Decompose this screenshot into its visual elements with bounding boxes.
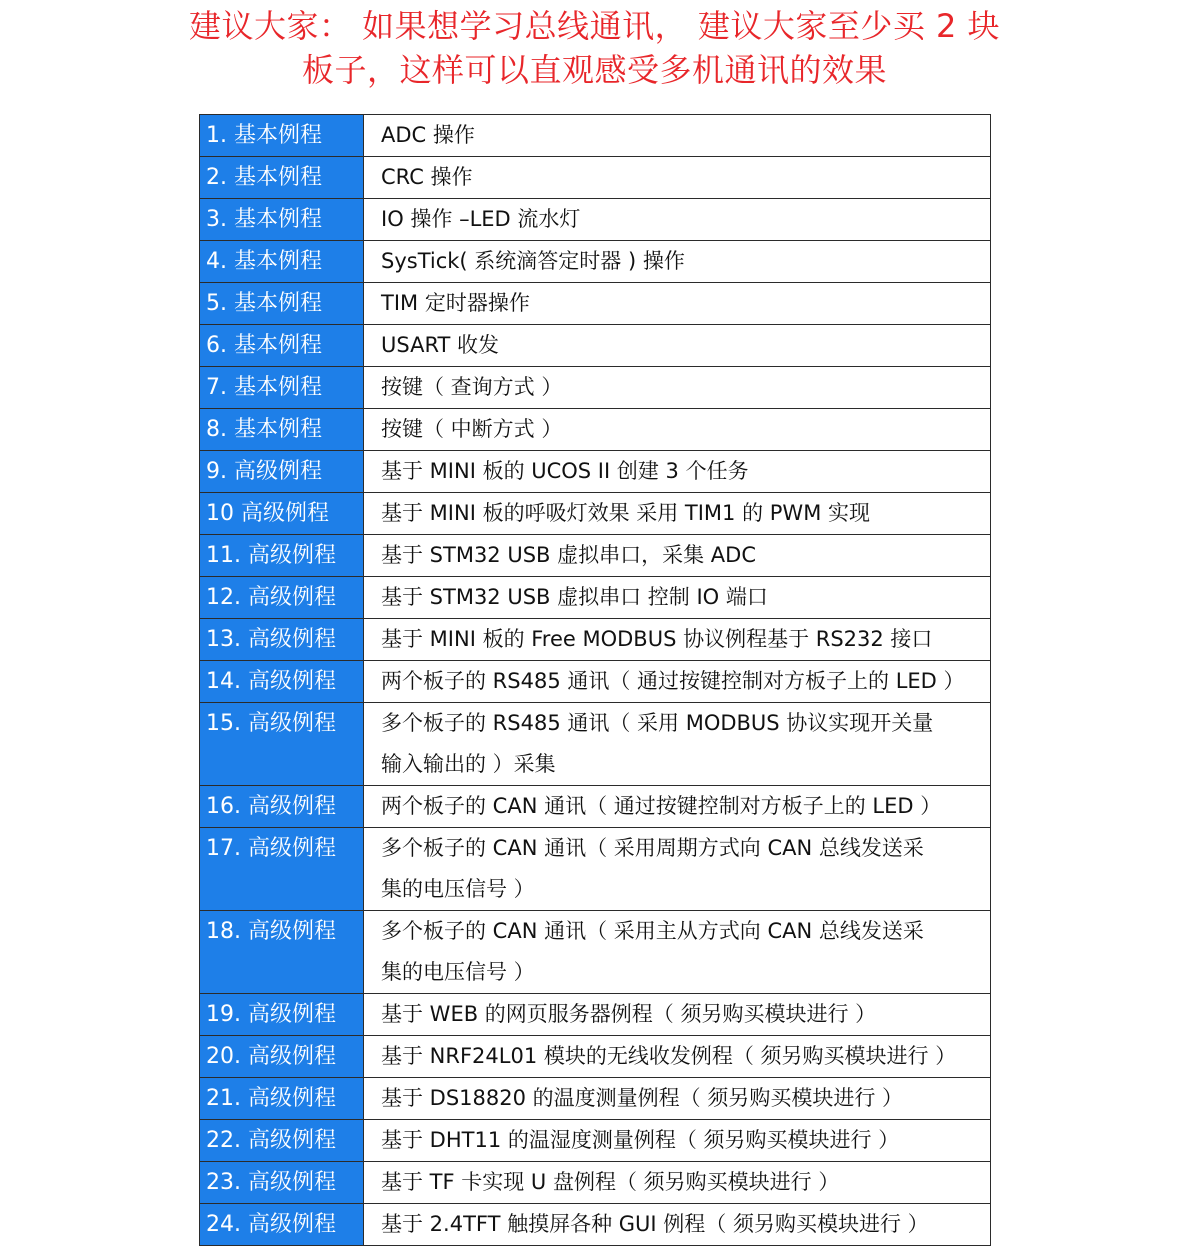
table-row <box>200 911 991 994</box>
example-label: 19. 高级例程 <box>200 994 364 1036</box>
example-description <box>364 1120 991 1162</box>
example-description <box>364 241 991 283</box>
table-row <box>200 535 991 577</box>
example-description-line: 基于 2.4TFT 触摸屏各种 GUI 例程（ 须另购买模块进行 ） <box>381 1212 929 1236</box>
example-description <box>364 367 991 409</box>
example-description-line: SysTick( 系统滴答定时器 ) 操作 <box>381 249 685 273</box>
example-label: 12. 高级例程 <box>200 577 364 619</box>
example-description-line: 基于 MINI 板的 UCOS II 创建 3 个任务 <box>381 459 749 483</box>
example-label: 15. 高级例程 <box>200 703 364 786</box>
example-description <box>364 619 991 661</box>
example-label: 7. 基本例程 <box>200 367 364 409</box>
table-row <box>200 786 991 828</box>
example-label: 14. 高级例程 <box>200 661 364 703</box>
example-description-line: 基于 WEB 的网页服务器例程（ 须另购买模块进行 ） <box>381 1002 877 1026</box>
example-description <box>364 325 991 367</box>
example-description <box>364 1078 991 1120</box>
examples-table-body <box>200 115 991 1246</box>
example-label: 23. 高级例程 <box>200 1162 364 1204</box>
example-description-line: 基于 STM32 USB 虚拟串口，采集 ADC <box>381 543 757 567</box>
example-description-line: 基于 MINI 板的 Free MODBUS 协议例程基于 RS232 接口 <box>381 627 933 651</box>
table-row <box>200 451 991 493</box>
table-row <box>200 115 991 157</box>
example-description-line: TIM 定时器操作 <box>381 291 530 315</box>
example-label: 5. 基本例程 <box>200 283 364 325</box>
example-description <box>364 703 991 786</box>
example-description-line: 两个板子的 CAN 通讯（ 通过按键控制对方板子上的 LED ） <box>381 794 942 818</box>
example-label: 24. 高级例程 <box>200 1204 364 1246</box>
table-row <box>200 493 991 535</box>
example-description <box>364 828 991 911</box>
example-description-line: 输入输出的 ）采集 <box>381 752 556 776</box>
example-description-line: 按键（ 查询方式 ） <box>381 375 563 399</box>
example-description <box>364 661 991 703</box>
example-label: 9. 高级例程 <box>200 451 364 493</box>
table-row <box>200 199 991 241</box>
example-description-line: 两个板子的 RS485 通讯（ 通过按键控制对方板子上的 LED ） <box>381 669 965 693</box>
example-description <box>364 994 991 1036</box>
example-description <box>364 577 991 619</box>
example-label: 10 高级例程 <box>200 493 364 535</box>
table-row <box>200 994 991 1036</box>
example-label: 20. 高级例程 <box>200 1036 364 1078</box>
header-line-2: 板子，这样可以直观感受多机通讯的效果 <box>301 51 887 89</box>
example-description-line: 多个板子的 CAN 通讯（ 采用主从方式向 CAN 总线发送采 <box>381 919 924 943</box>
examples-table <box>199 114 991 1246</box>
table-row <box>200 577 991 619</box>
example-description <box>364 1162 991 1204</box>
example-description-line: 集的电压信号 ） <box>381 960 535 984</box>
example-description <box>364 535 991 577</box>
example-description <box>364 451 991 493</box>
example-label: 22. 高级例程 <box>200 1120 364 1162</box>
table-row <box>200 157 991 199</box>
table-row <box>200 1120 991 1162</box>
table-row <box>200 1204 991 1246</box>
example-label: 16. 高级例程 <box>200 786 364 828</box>
example-description-line: 基于 STM32 USB 虚拟串口 控制 IO 端口 <box>381 585 768 609</box>
table-row <box>200 828 991 911</box>
table-row <box>200 1036 991 1078</box>
example-description-line: ADC 操作 <box>381 123 475 147</box>
example-label: 2. 基本例程 <box>200 157 364 199</box>
example-description <box>364 1036 991 1078</box>
example-description <box>364 283 991 325</box>
example-label: 11. 高级例程 <box>200 535 364 577</box>
example-label: 1. 基本例程 <box>200 115 364 157</box>
example-label: 8. 基本例程 <box>200 409 364 451</box>
example-description <box>364 157 991 199</box>
table-row <box>200 1162 991 1204</box>
example-description-line: 集的电压信号 ） <box>381 877 535 901</box>
example-description-line: IO 操作 –LED 流水灯 <box>381 207 581 231</box>
example-description-line: 多个板子的 RS485 通讯（ 采用 MODBUS 协议实现开关量 <box>381 711 934 735</box>
example-label: 6. 基本例程 <box>200 325 364 367</box>
example-description-line: 基于 DS18820 的温度测量例程（ 须另购买模块进行 ） <box>381 1086 904 1110</box>
table-row <box>200 703 991 786</box>
example-label: 13. 高级例程 <box>200 619 364 661</box>
example-label: 17. 高级例程 <box>200 828 364 911</box>
header-notice <box>0 4 1189 92</box>
example-label: 18. 高级例程 <box>200 911 364 994</box>
example-label: 3. 基本例程 <box>200 199 364 241</box>
table-row <box>200 409 991 451</box>
table-row <box>200 367 991 409</box>
header-line-1: 建议大家： 如果想学习总线通讯， 建议大家至少买 2 块 <box>188 7 1001 45</box>
example-label: 21. 高级例程 <box>200 1078 364 1120</box>
example-description <box>364 1204 991 1246</box>
example-description <box>364 199 991 241</box>
table-row <box>200 241 991 283</box>
example-description-line: 多个板子的 CAN 通讯（ 采用周期方式向 CAN 总线发送采 <box>381 836 924 860</box>
example-description-line: 基于 DHT11 的温湿度测量例程（ 须另购买模块进行 ） <box>381 1128 900 1152</box>
example-description-line: 基于 TF 卡实现 U 盘例程（ 须另购买模块进行 ） <box>381 1170 840 1194</box>
example-description-line: 按键（ 中断方式 ） <box>381 417 563 441</box>
example-description-line: USART 收发 <box>381 333 500 357</box>
table-row <box>200 619 991 661</box>
example-description <box>364 115 991 157</box>
example-description <box>364 911 991 994</box>
table-row <box>200 1078 991 1120</box>
example-label: 4. 基本例程 <box>200 241 364 283</box>
example-description <box>364 493 991 535</box>
example-description-line: 基于 NRF24L01 模块的无线收发例程（ 须另购买模块进行 ） <box>381 1044 957 1068</box>
table-row <box>200 325 991 367</box>
table-row <box>200 661 991 703</box>
table-row <box>200 283 991 325</box>
example-description-line: CRC 操作 <box>381 165 473 189</box>
example-description-line: 基于 MINI 板的呼吸灯效果 采用 TIM1 的 PWM 实现 <box>381 501 870 525</box>
example-description <box>364 786 991 828</box>
example-description <box>364 409 991 451</box>
